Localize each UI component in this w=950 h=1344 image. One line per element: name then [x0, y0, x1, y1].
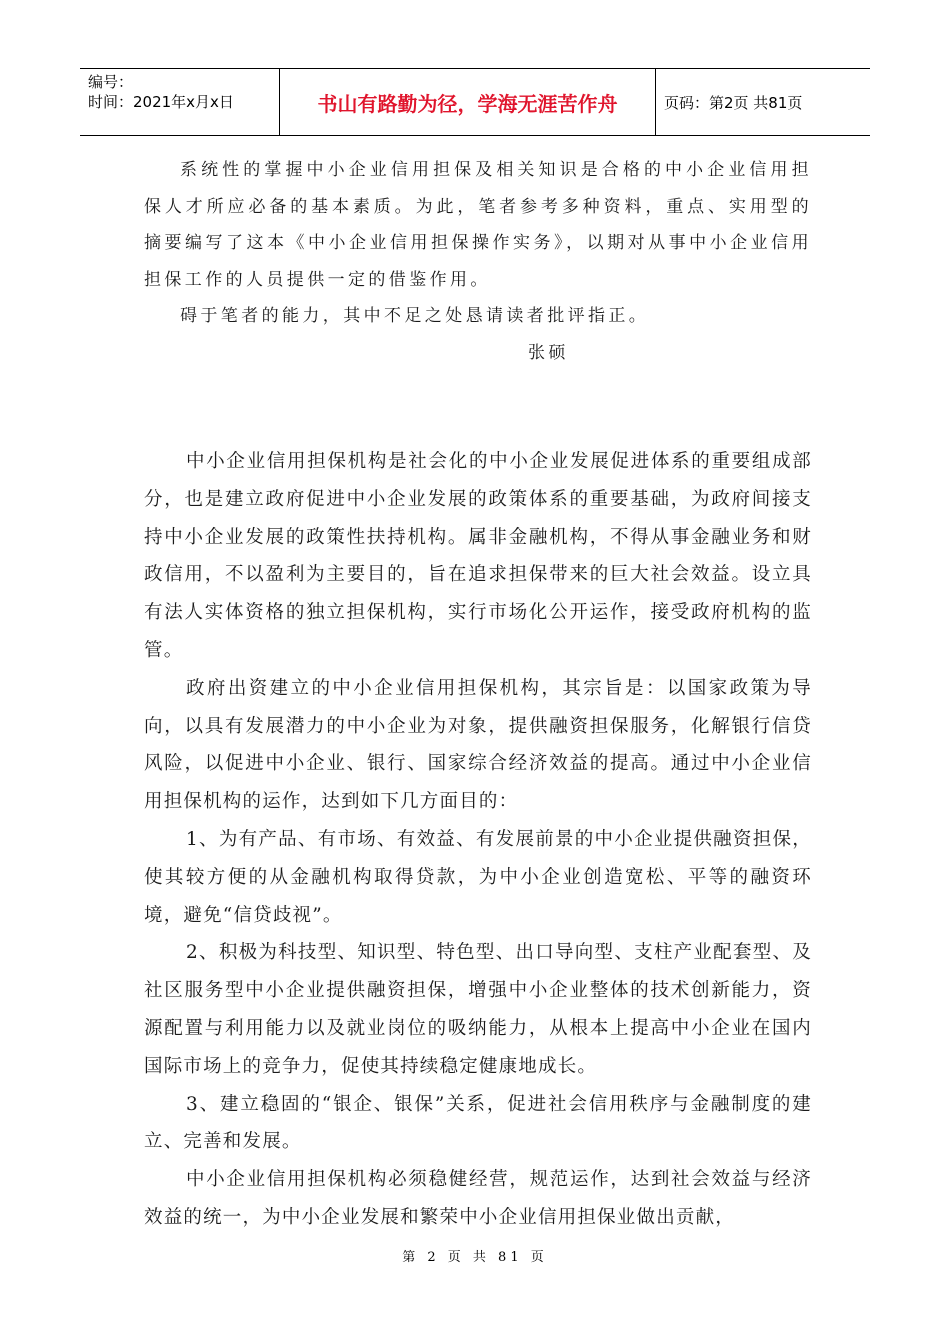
page-footer: 第 2 页 共 81 页	[402, 1250, 548, 1265]
body-paragraph: 1、为有产品、有市场、有效益、有发展前景的中小企业提供融资担保，使其较方便的从金融机构取得贷款，为中小企业创造宽松、平等的融资环境，避免“信贷歧视”。	[144, 828, 812, 926]
body-paragraph: 中小企业信用担保机构是社会化的中小企业发展促进体系的重要组成部分，也是建立政府促进中小企业发展的政策体系的重要基础，为政府间接支持中小企业发展的政策性扶持机构。属非金融机构，不得从事金融业务和财政信用，不以盈利为主要目的，旨在追求担保带来的巨大社会效益。设立具有法人实体资格的独立担保机构，实行市场化公开运作，接受政府机构的监管。	[144, 451, 812, 661]
document-number-label: 编号：	[88, 73, 134, 91]
body-paragraph: 3、建立稳固的“银企、银保”关系，促进社会信用秩序与金融制度的建立、完善和发展。	[144, 1093, 812, 1153]
header-page-label: 页码：第2页 共81页	[664, 93, 803, 112]
body-paragraph: 2、积极为科技型、知识型、特色型、出口导向型、支柱产业配套型、及社区服务型中小企业提供融资担保，增强中小企业整体的技术创新能力，资源配置与利用能力以及就业岗位的吸纳能力，从根本上提高中小企业在国内国际市场上的竞争力，促使其持续稳定健康地成长。	[144, 942, 812, 1077]
document-header	[80, 68, 870, 136]
document-time-label: 时间：2021年x月x日	[88, 93, 234, 111]
preface-paragraph: 系统性的掌握中小企业信用担保及相关知识是合格的中小企业信用担保人才所应必备的基本素质。为此，笔者参考多种资料，重点、实用型的摘要编写了这本《中小企业信用担保操作实务》，以期对从事中小企业信用担保工作的人员提供一定的借鉴作用。	[144, 160, 812, 290]
body-paragraph: 政府出资建立的中小企业信用担保机构，其宗旨是：以国家政策为导向，以具有发展潜力的中小企业为对象，提供融资担保服务，化解银行信贷风险，以促进中小企业、银行、国家综合经济效益的提高。通过中小企业信用担保机构的运作，达到如下几方面目的：	[144, 677, 812, 813]
header-motto: 书山有路勤为径，学海无涯苦作舟	[317, 91, 618, 116]
header-page-cell	[656, 69, 870, 135]
main-text-section	[144, 443, 812, 1237]
header-info-cell	[80, 69, 280, 135]
author-signature: 张硕	[528, 342, 569, 363]
preface-paragraph: 碍于笔者的能力，其中不足之处恳请读者批评指正。	[180, 306, 650, 326]
header-motto-cell	[280, 69, 656, 135]
document-body	[144, 152, 812, 1237]
body-paragraph: 中小企业信用担保机构必须稳健经营，规范运作，达到社会效益与经济效益的统一，为中小企业发展和繁荣中小企业信用担保业做出贡献，	[144, 1169, 812, 1228]
preface-section	[144, 152, 812, 371]
